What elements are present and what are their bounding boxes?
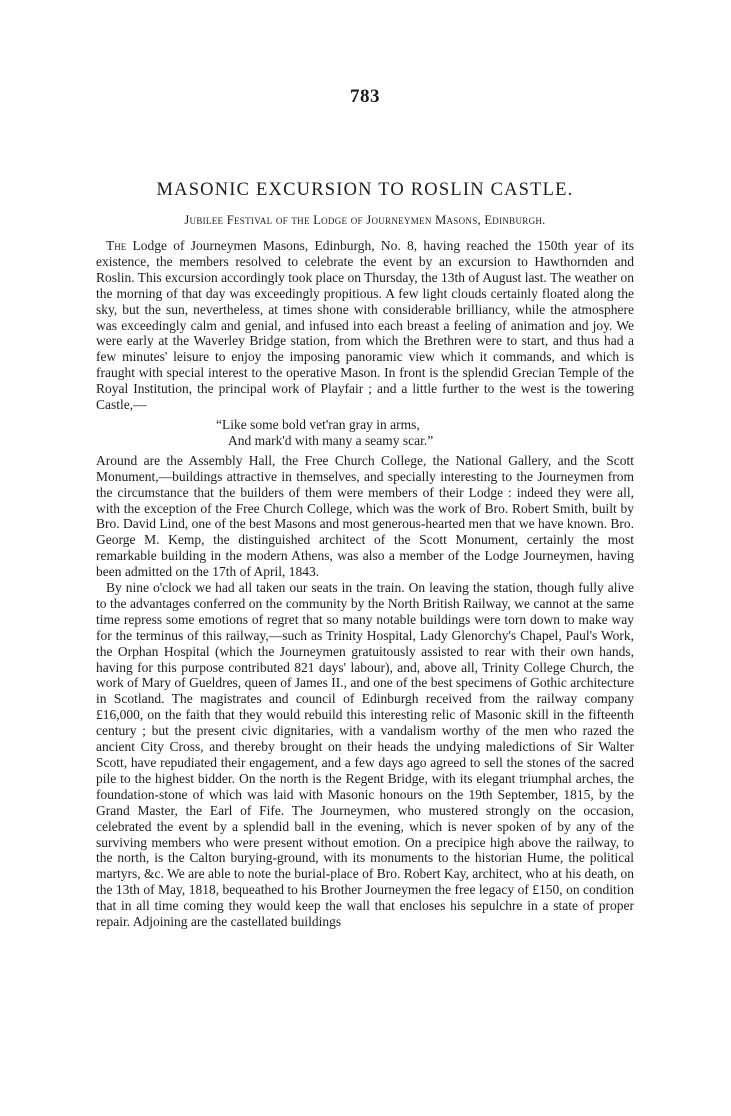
verse-line-1: “Like some bold vet'ran gray in arms, [216, 416, 420, 432]
paragraph-1-text: Lodge of Journeymen Masons, Edinburgh, No. 8, having reached the 150th year of its existence, the members resolved to celebrate the event by an excursion to Hawthornden and Roslin. This excursion accordingly took place on Thursday, the 13th of August last. The weather on the morning of that day was exceedingly propitious. A few light clouds certainly floated along the sky, but the sun, nevertheless, at times shone with considerable brilliancy, while the atmosphere was exceedingly calm and genial, and infused into each breast a feeling of animation and joy. We were early at the Waverley Bridge station, from which the Brethren were to start, and thus had a few minutes' leisure to enjoy the imposing panoramic view which it commands, and which is fraught with special interest to the operative Mason. In front is the splendid Grecian Temple of the Royal Institution, the principal work of Playfair ; and a little further to the west is the towering Castle,— [96, 238, 634, 413]
paragraph-3: By nine o'clock we had all taken our seats in the train. On leaving the station, though fully alive to the advantages conferred on the community by the North British Railway, we cannot at the same time repress some emotions of regret that so many notable buildings were torn down to make way for the terminus of this railway,—such as Trinity Hospital, Lady Glenorchy's Chapel, Paul's Work, the Orphan Hospital (which the Journeymen gratuitously assisted to rear with their own hands, having for this purpose contributed 821 days' labour), and, above all, Trinity College Church, the work of Mary of Gueldres, queen of James II., and one of the best specimens of Gothic architecture in Scotland. The magistrates and council of Edinburgh received from the railway company £16,000, on the faith that they would rebuild this interesting relic of Masonic skill in the fifteenth century ; but the present civic dignitaries, with a vandalism worthy of the men who razed the ancient City Cross, and thereby brought on their heads the undying maledictions of Sir Walter Scott, have repudiated their engagement, and a few days ago agreed to sell the stones of the sacred pile to the highest bidder. On the north is the Regent Bridge, with its elegant triumphal arches, the foundation-stone of which was laid with Masonic honours on the 19th September, 1815, by the Grand Master, the Earl of Fife. The Journeymen, who mustered strongly on the occasion, celebrated the event by a splendid ball in the evening, which is never spoken of by any of the surviving members who were present without emotion. On a precipice high above the railway, to the north, is the Calton burying-ground, with its monuments to the historian Hume, the political martyrs, &c. We are able to note the burial-place of Bro. Robert Kay, architect, who at his death, on the 13th of May, 1818, bequeathed to his Brother Journeymen the free legacy of £150, on condition that in all time coming they would keep the wall that encloses his sepulchre in a state of proper repair. Adjoining are the castellated buildings [96, 580, 634, 930]
verse-quote [96, 417, 634, 449]
verse-line-2: And mark'd with many a seamy scar.” [228, 432, 434, 448]
page-number: 783 [350, 86, 380, 107]
article-title: MASONIC EXCURSION TO ROSLIN CASTLE. [156, 180, 574, 200]
paragraph-1 [96, 238, 634, 413]
article-subtitle: Jubilee Festival of the Lodge of Journeymen Masons, Edinburgh. [184, 213, 546, 227]
lead-word: The [106, 238, 127, 253]
article-body [96, 238, 634, 930]
paragraph-2: Around are the Assembly Hall, the Free Church College, the National Gallery, and the Scott Monument,—buildings attractive in themselves, and specially interesting to the Journeymen from the circumstance that the builders of them were members of their Lodge : indeed they were all, with the exception of the Free Church College, which was the work of Bro. Robert Smith, built by Bro. David Lind, one of the best Masons and most generous-hearted men that we have known. Bro. George M. Kemp, the distinguished architect of the Scott Monument, certainly the most remarkable building in the modern Athens, was also a member of the Lodge Journeymen, having been admitted on the 17th of April, 1843. [96, 452, 634, 580]
